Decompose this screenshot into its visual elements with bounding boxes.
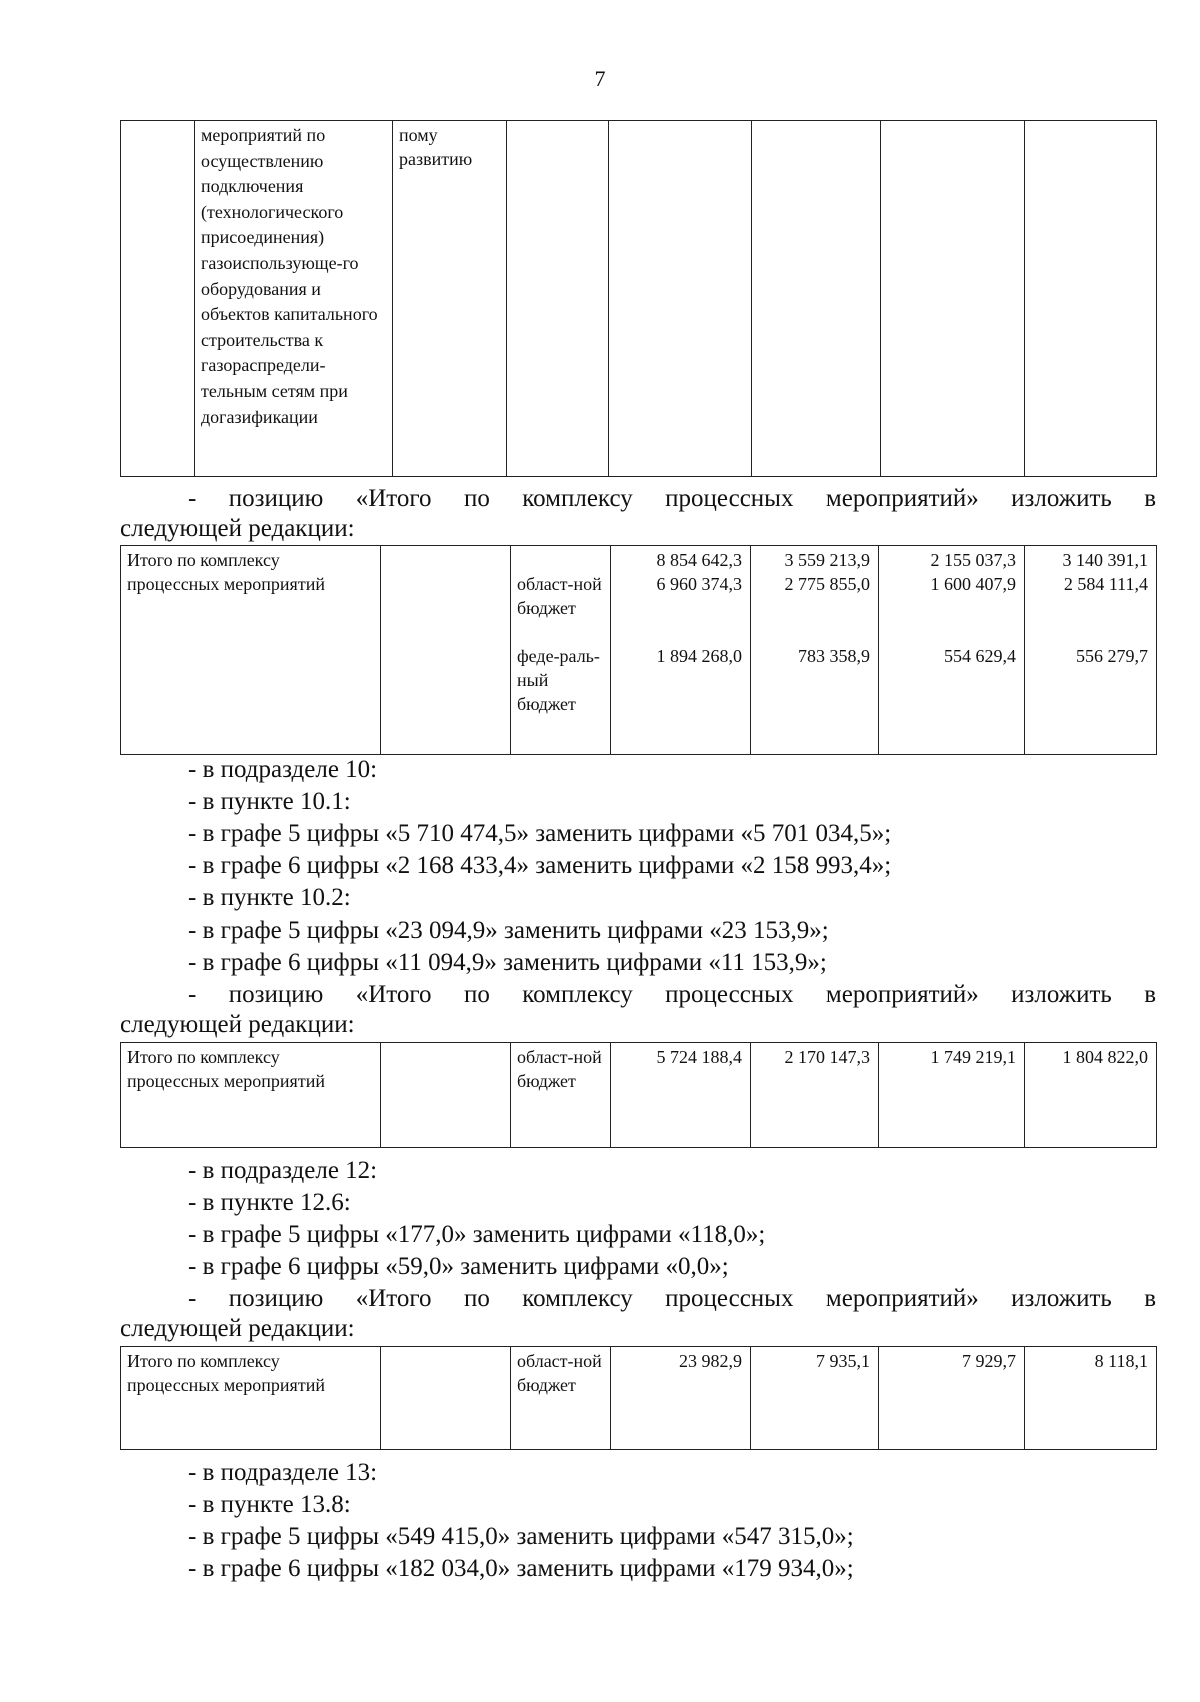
section-13-line: - в графе 5 цифры «549 415,0» заменить цифрами «547 315,0»; — [188, 1523, 854, 1550]
table-1-source-regional: област-ной бюджет — [517, 574, 602, 618]
top-table-cell — [507, 121, 609, 477]
table-2 — [120, 1042, 1157, 1148]
table-1-source-federal: феде-раль-ный бюджет — [517, 646, 600, 714]
table-2-empty — [381, 1043, 511, 1148]
table-3-label: Итого по комплексу процессных мероприятий — [121, 1347, 381, 1450]
table-1-total: 3 559 213,9 — [784, 550, 870, 570]
table-2-value: 1 749 219,1 — [879, 1043, 1025, 1148]
table-2-label: Итого по комплексу процессных мероприятий — [121, 1043, 381, 1148]
section-10-line: - в графе 6 цифры «2 168 433,4» заменить цифрами «2 158 993,4»; — [188, 852, 892, 879]
table-2-value: 1 804 822,0 — [1025, 1043, 1157, 1148]
top-table-cell — [609, 121, 752, 477]
top-table-cell — [121, 121, 195, 477]
section-10-line: - в графе 6 цифры «11 094,9» заменить цифрами «11 153,9»; — [188, 949, 827, 976]
top-table-cell — [752, 121, 881, 477]
table-1-total: 2 155 037,3 — [930, 550, 1016, 570]
table-2-value: 5 724 188,4 — [611, 1043, 751, 1148]
table-3-value: 7 929,7 — [879, 1347, 1025, 1450]
table-1-total: 8 854 642,3 — [656, 550, 742, 570]
section-10-line: - в графе 5 цифры «5 710 474,5» заменить цифрами «5 701 034,5»; — [188, 820, 892, 847]
section-13-line: - в пункте 13.8: — [188, 1491, 351, 1518]
section-13-line: - в подразделе 13: — [188, 1459, 378, 1486]
table-3-source: област-ной бюджет — [511, 1347, 611, 1450]
top-table-description: мероприятий по осуществлению подключения (технологического присоединения) газоиспользующе-го оборудования и объектов капитального строительства к газораспредели-тельным сетям при догазификации — [195, 121, 393, 477]
position-line-2: следующей редакции: — [120, 1011, 355, 1038]
table-1-col-b — [751, 546, 879, 755]
section-10-line: - в пункте 10.2: — [188, 884, 351, 911]
table-1-regional: 2 775 855,0 — [784, 574, 870, 594]
position-line-1: - позицию «Итого по комплексу процессных мероприятий» изложить в — [188, 1285, 1156, 1312]
section-12-line: - в графе 6 цифры «59,0» заменить цифрами «0,0»; — [188, 1253, 729, 1280]
table-1-col-a — [611, 546, 751, 755]
table-1-empty — [381, 546, 511, 755]
top-table — [120, 120, 1157, 477]
section-10-line: - в пункте 10.1: — [188, 788, 351, 815]
section-12-line: - в графе 5 цифры «177,0» заменить цифрами «118,0»; — [188, 1221, 766, 1248]
table-1 — [120, 545, 1157, 755]
table-2-value: 2 170 147,3 — [751, 1043, 879, 1148]
position-line-1: - позицию «Итого по комплексу процессных мероприятий» изложить в — [188, 981, 1156, 1008]
table-1-regional: 1 600 407,9 — [930, 574, 1016, 594]
table-1-col-c — [879, 546, 1025, 755]
table-1-federal: 783 358,9 — [798, 646, 870, 666]
section-12-line: - в подразделе 12: — [188, 1157, 378, 1184]
position-paragraph-3 — [120, 1284, 1156, 1344]
table-3-value: 8 118,1 — [1025, 1347, 1157, 1450]
table-3 — [120, 1346, 1157, 1450]
table-1-federal: 1 894 268,0 — [656, 646, 742, 666]
table-3-value: 23 982,9 — [611, 1347, 751, 1450]
table-1-total: 3 140 391,1 — [1062, 550, 1148, 570]
position-line-2: следующей редакции: — [120, 515, 355, 542]
position-paragraph-2 — [120, 980, 1156, 1040]
section-13-line: - в графе 6 цифры «182 034,0» заменить цифрами «179 934,0»; — [188, 1555, 854, 1582]
section-10-line: - в графе 5 цифры «23 094,9» заменить цифрами «23 153,9»; — [188, 917, 829, 944]
table-1-regional: 6 960 374,3 — [656, 574, 742, 594]
top-table-cell — [1025, 121, 1157, 477]
page-number: 7 — [594, 66, 606, 91]
table-1-col-d — [1025, 546, 1157, 755]
position-line-1: - позицию «Итого по комплексу процессных мероприятий» изложить в — [188, 485, 1156, 512]
section-10-line: - в подразделе 10: — [188, 756, 378, 783]
position-line-2: следующей редакции: — [120, 1315, 355, 1342]
table-1-sources — [511, 546, 611, 755]
table-1-label: Итого по комплексу процессных мероприятий — [121, 546, 381, 755]
top-table-col3: пому развитию — [393, 121, 507, 477]
table-1-federal: 556 279,7 — [1076, 646, 1148, 666]
table-1-federal: 554 629,4 — [944, 646, 1016, 666]
table-1-regional: 2 584 111,4 — [1063, 574, 1148, 594]
table-2-source: област-ной бюджет — [511, 1043, 611, 1148]
table-3-empty — [381, 1347, 511, 1450]
section-12-line: - в пункте 12.6: — [188, 1189, 351, 1216]
position-paragraph-1 — [120, 484, 1156, 544]
table-3-value: 7 935,1 — [751, 1347, 879, 1450]
top-table-cell — [881, 121, 1025, 477]
